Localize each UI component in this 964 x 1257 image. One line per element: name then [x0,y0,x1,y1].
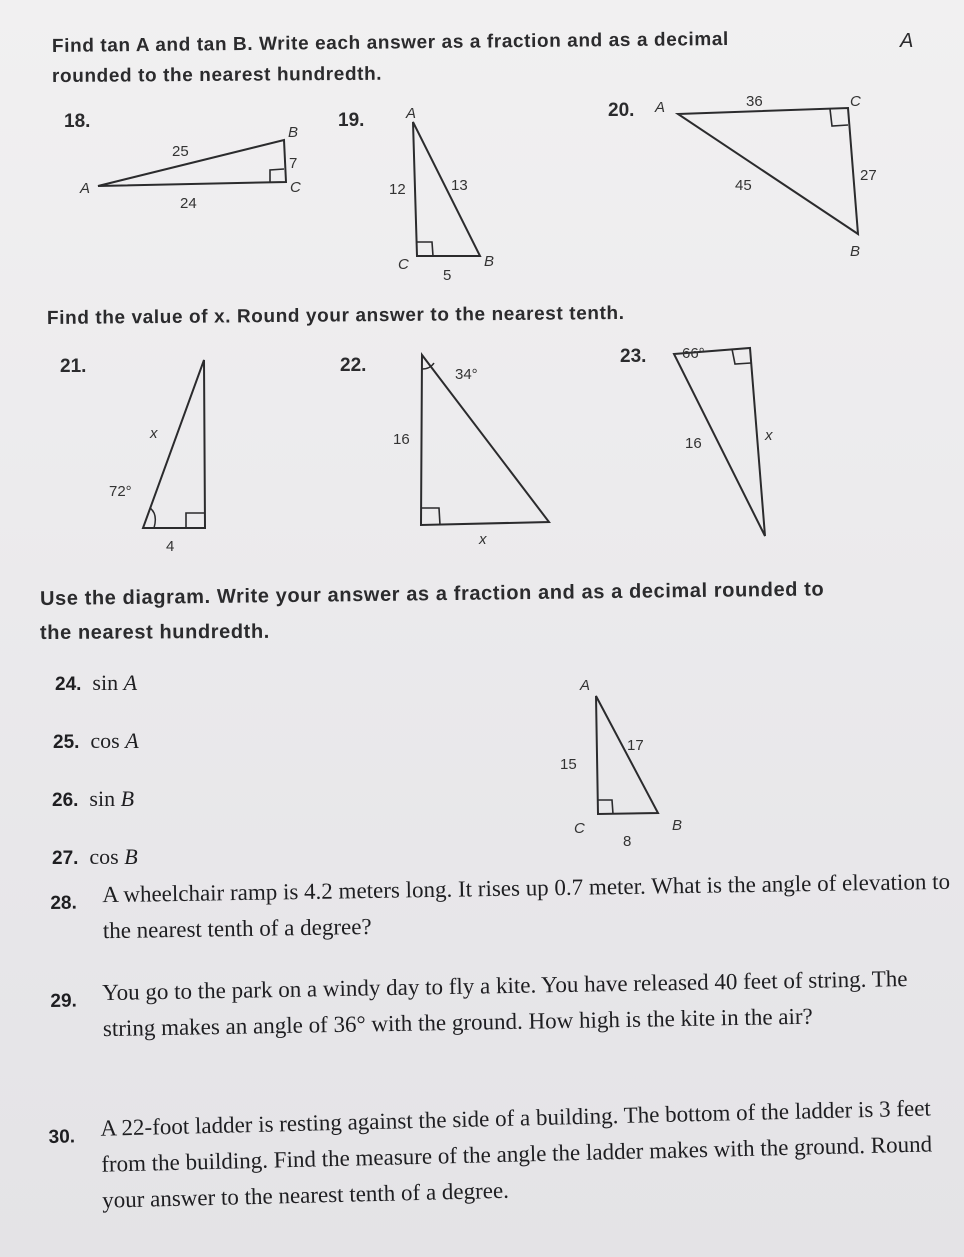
vertex-s3-A: A [580,677,591,694]
right-angle-mark-23 [732,349,751,364]
section3-instruction-line2: the nearest hundredth. [39,620,270,644]
item-24-number: 24. [55,674,82,695]
vertex-19-A: A [406,105,417,122]
item-26-number: 26. [52,790,79,811]
label-21-hyp: x [150,425,158,442]
vertex-19-C: C [398,256,409,273]
item-26-expr: sin [89,786,116,811]
label-s3-left: 15 [560,756,577,773]
item-24-var: A [123,670,138,695]
word-problem-30-number: 30. [48,1126,76,1148]
vertex-19-B: B [484,253,495,270]
label-21-angle: 72° [109,483,132,500]
label-18-hyp: 25 [172,143,189,160]
problem-18-triangle [70,110,310,220]
angle-arc-21 [150,508,155,528]
right-angle-mark-s3 [598,800,613,814]
problem-19-triangle [380,102,520,292]
label-20-right: 27 [860,167,877,184]
problem-21-triangle [100,350,240,560]
corner-mark: A [900,30,914,52]
label-23-hyp: 16 [685,435,702,452]
vertex-20-B: B [850,243,861,260]
label-19-base: 5 [443,267,452,284]
vertex-18-C: C [290,179,301,196]
word-problem-28-text: A wheelchair ramp is 4.2 meters long. It rises up 0.7 meter. What is the angle of elevation to the nearest tenth of a degree? [102,868,951,944]
triangle-22-outline [421,355,549,525]
label-s3-hyp: 17 [627,737,644,754]
item-27-var: B [124,844,138,869]
label-21-base: 4 [166,538,175,555]
section3-instruction-line1: Use the diagram. Write your answer as a fraction and as a decimal rounded to [39,578,825,610]
label-22-leg: 16 [393,431,410,448]
right-angle-mark-22 [421,508,440,525]
item-27-expr: cos [89,844,119,869]
problem-23-triangle [660,330,800,550]
right-angle-mark-19 [417,242,433,256]
section1-instruction-line2: rounded to the nearest hundredth. [51,63,383,87]
label-18-opp: 7 [289,155,298,172]
vertex-18-B: B [288,124,299,141]
right-angle-mark-20 [830,109,848,126]
problem-18-number: 18. [64,111,91,132]
word-problem-30-text: A 22-foot ladder is resting against the side of a building. The bottom of the ladder is 3 feet from the building. Find the measure of the angle the ladder makes with the ground. Round your answer to the nearest tenth of a degree. [100,1095,933,1213]
item-25 [53,728,139,754]
label-19-hyp: 13 [451,177,468,194]
item-24 [55,670,137,696]
triangle-20-outline [678,108,858,234]
section2-instruction: Find the value of x. Round your answer to the nearest tenth. [46,302,625,329]
item-27 [52,844,138,870]
label-22-base: x [479,531,487,548]
problem-20-triangle [650,88,890,268]
problem-19-number: 19. [338,110,365,131]
problem-22-triangle [385,345,565,555]
label-20-hyp: 45 [735,177,752,194]
problem-22-number: 22. [340,355,367,376]
problem-23-number: 23. [620,346,647,367]
word-problem-29-text: You go to the park on a windy day to fly a kite. You have released 40 feet of string. The string makes an angle of 36° with the ground. How high is the kite in the air? [102,966,908,1042]
word-problem-29-number: 29. [50,990,78,1012]
item-27-number: 27. [52,848,79,869]
right-angle-mark-18 [270,169,284,182]
item-25-number: 25. [53,732,80,753]
triangle-19-outline [413,122,480,256]
section1-instruction-line1: Find tan A and tan B. Write each answer as a fraction and as a decimal [51,28,730,57]
label-19-left: 12 [389,181,406,198]
right-angle-mark-21 [186,513,205,528]
problem-20-number: 20. [608,100,635,121]
item-25-expr: cos [90,728,120,753]
label-s3-base: 8 [623,833,632,850]
item-24-expr: sin [92,670,119,695]
triangle-18-outline [98,140,286,186]
vertex-s3-B: B [672,817,683,834]
triangle-21-outline [143,360,205,528]
item-26-var: B [120,786,135,811]
triangle-s3-outline [596,696,658,814]
item-25-var: A [125,728,139,753]
item-26 [52,786,134,812]
label-23-leg: x [765,427,773,444]
vertex-18-A: A [80,180,91,197]
label-23-angle: 66° [682,345,705,362]
label-22-angle: 34° [455,366,478,383]
label-20-top: 36 [746,93,763,110]
vertex-20-C: C [850,93,861,110]
word-problem-28-number: 28. [50,892,77,914]
problem-21-number: 21. [60,356,87,377]
section3-triangle [550,668,710,858]
vertex-20-A: A [655,99,666,116]
vertex-s3-C: C [574,820,585,837]
label-18-adj: 24 [180,195,197,212]
